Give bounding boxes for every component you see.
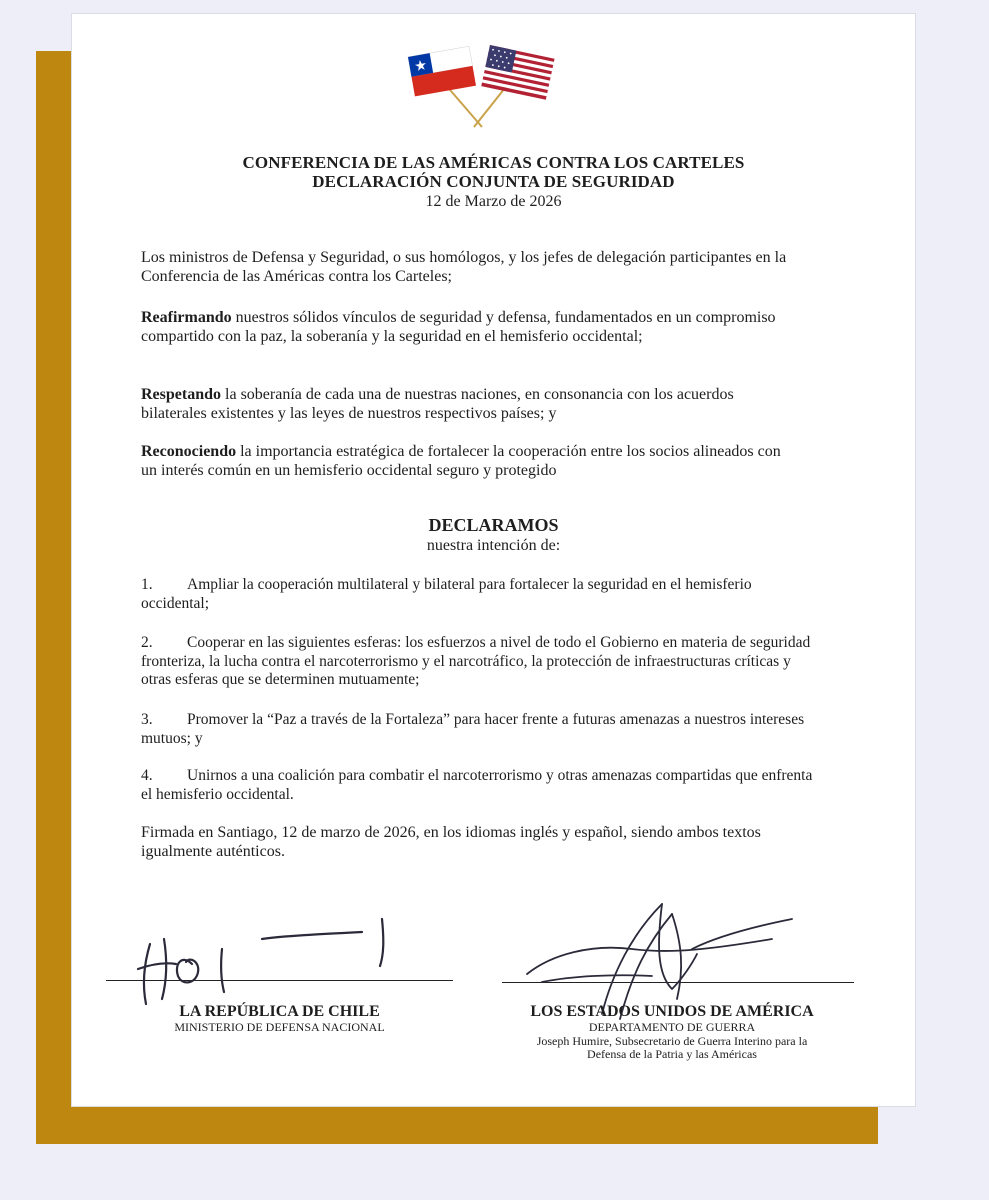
document-date: 12 de Marzo de 2026 xyxy=(425,193,562,210)
declaration-title: DECLARAMOS xyxy=(428,515,559,535)
crossed-flags-icon xyxy=(402,39,562,129)
document-title-line1: CONFERENCIA DE LAS AMÉRICAS CONTRA LOS CARTELES xyxy=(242,153,745,172)
list-item xyxy=(141,634,821,690)
list-item-text: Cooperar en las siguientes esferas: los esfuerzos a nivel de todo el Gobierno en materia de seguridad fronteriza, la lucha contra el narcoterrorismo y el narcotráfico, la protección de infraestructuras críticas y otras esferas que se determinen mutuamente; xyxy=(141,634,811,688)
signatory-usa xyxy=(472,1003,872,1062)
closing-statement: Firmada en Santiago, 12 de marzo de 2026, en los idiomas inglés y español, siendo ambos textos igualmente auténticos. xyxy=(141,824,761,860)
chile-flag-icon xyxy=(408,46,476,96)
signatory-chile-name: LA REPÚBLICA DE CHILE xyxy=(179,1003,380,1020)
preamble-recognizing-bold: Reconociendo xyxy=(141,443,237,460)
signatory-chile-ministry: MINISTERIO DE DEFENSA NACIONAL xyxy=(174,1020,385,1034)
list-item xyxy=(141,576,821,613)
document-title-line2: DECLARACIÓN CONJUNTA DE SEGURIDAD xyxy=(312,172,675,191)
declaration-document xyxy=(72,14,915,1106)
preamble-recognizing xyxy=(141,443,791,480)
signatory-chile xyxy=(106,1003,453,1035)
preamble-respecting xyxy=(141,386,791,423)
signatory-usa-official-title: Defensa de la Patria y las Américas xyxy=(587,1047,757,1061)
preamble-intro: Los ministros de Defensa y Seguridad, o sus homólogos, y los jefes de delegación participantes en la Conferencia de las Américas contra los Carteles; xyxy=(141,249,787,285)
signature-line-usa xyxy=(502,982,854,983)
signatory-usa-official: Joseph Humire, Subsecretario de Guerra Interino para la xyxy=(536,1033,808,1048)
signature-line-chile xyxy=(106,980,453,981)
preamble-respecting-bold: Respetando xyxy=(141,386,222,403)
usa-flag-icon xyxy=(481,45,554,100)
preamble-reaffirming-text: nuestros sólidos vínculos de seguridad y defensa, fundamentados en un compromiso compartido con la paz, la soberanía y la seguridad en el hemisferio occidental; xyxy=(141,309,776,345)
preamble-respecting-text: la soberanía de cada una de nuestras naciones, en consonancia con los acuerdos bilaterales existentes y las leyes de nuestros respectivos países; y xyxy=(141,386,734,422)
list-item-text: Ampliar la cooperación multilateral y bilateral para fortalecer la seguridad en el hemisferio occidental; xyxy=(141,576,752,612)
list-item xyxy=(141,767,821,804)
list-item xyxy=(141,711,821,748)
list-item-number: 1. xyxy=(141,576,153,593)
preamble-reaffirming-bold: Reafirmando xyxy=(141,309,232,326)
chile-signature-icon xyxy=(138,919,383,1004)
list-item-text: Promover la “Paz a través de la Fortaleza” para hacer frente a futuras amenazas a nuestros intereses mutuos; y xyxy=(141,711,805,747)
list-item-number: 3. xyxy=(141,711,153,728)
signatory-usa-name: LOS ESTADOS UNIDOS DE AMÉRICA xyxy=(530,1003,814,1020)
usa-signature-icon xyxy=(527,904,792,1019)
list-item-number: 2. xyxy=(141,634,153,651)
list-item-text: Unirnos a una coalición para combatir el narcoterrorismo y otras amenazas compartidas que enfrenta el hemisferio occidental. xyxy=(141,767,813,803)
preamble-recognizing-text: la importancia estratégica de fortalecer la cooperación entre los socios alineados con un interés común en un hemisferio occidental seguro y protegido xyxy=(141,443,781,479)
preamble-reaffirming xyxy=(141,309,791,346)
list-item-number: 4. xyxy=(141,767,153,784)
signatory-usa-department: DEPARTAMENTO DE GUERRA xyxy=(588,1020,756,1034)
declaration-subtitle: nuestra intención de: xyxy=(426,537,561,554)
